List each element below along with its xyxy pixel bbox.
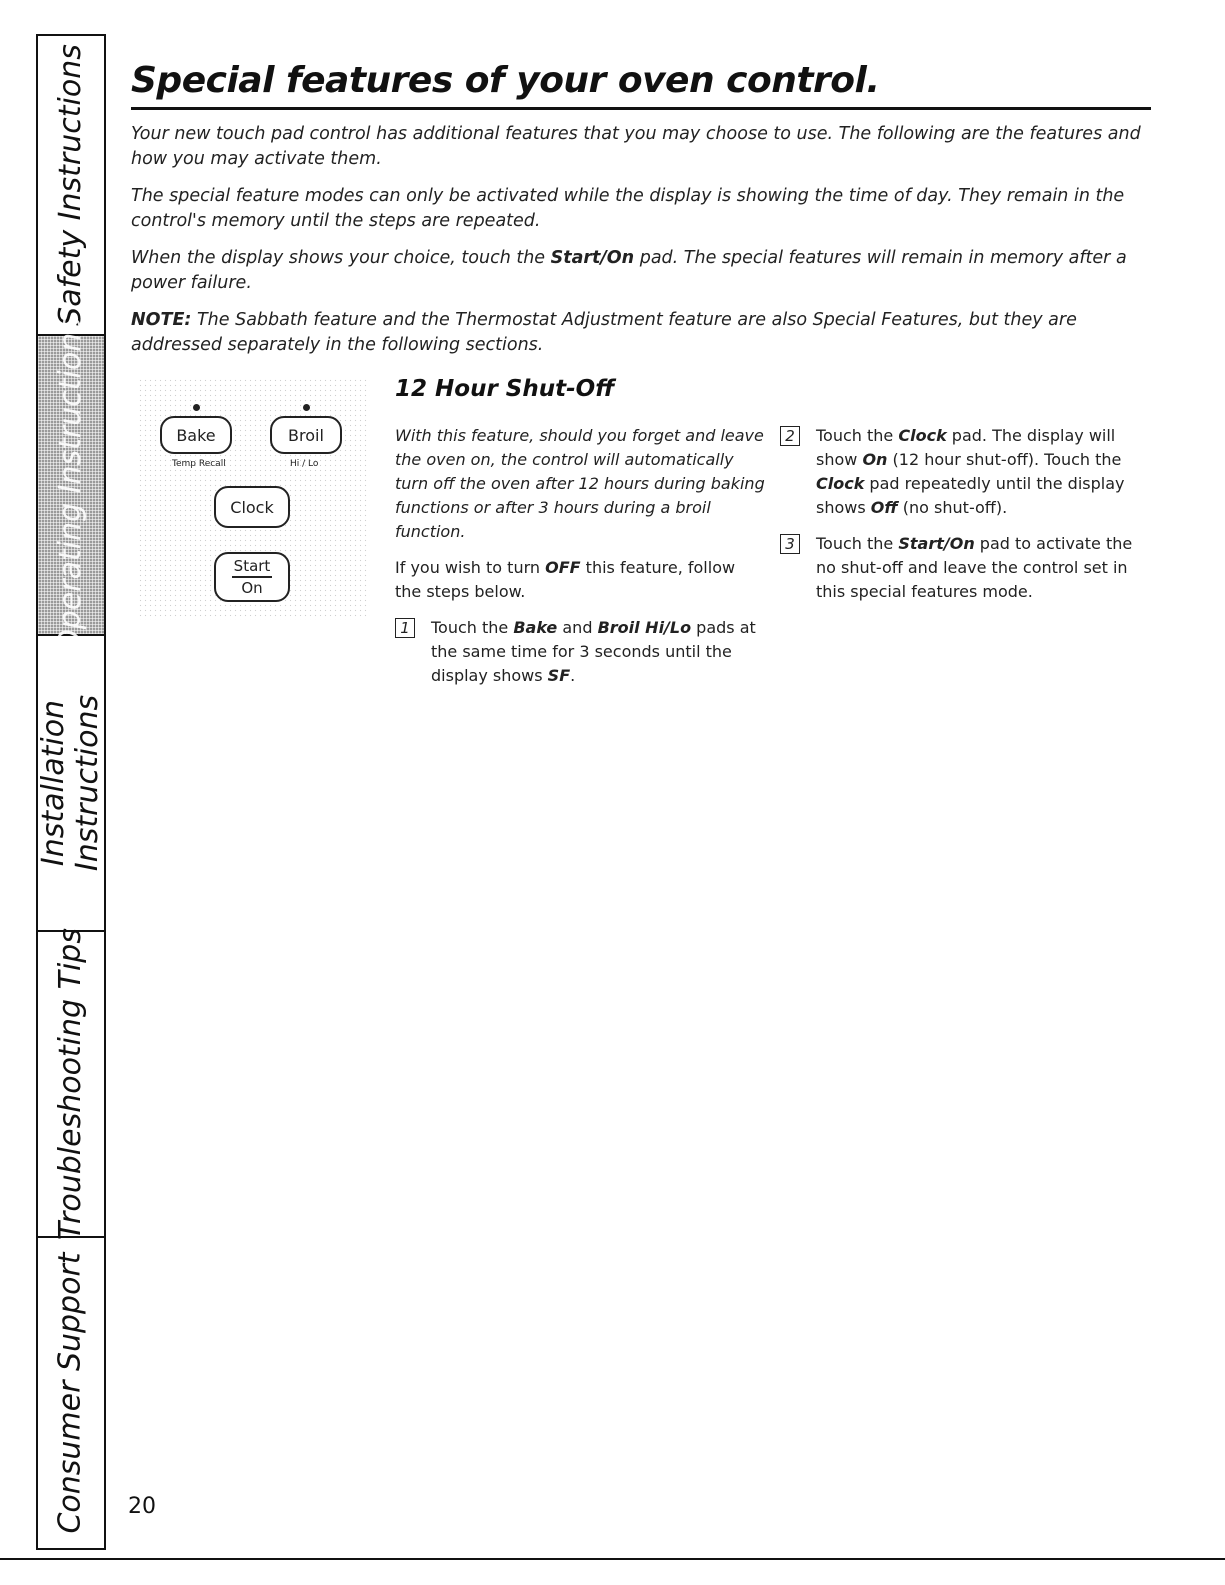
tab-label-line-2: Instructions (70, 694, 106, 872)
section-tabs (36, 34, 106, 1550)
off-label: Off (870, 498, 898, 517)
control-panel-illustration (138, 378, 370, 620)
page-title: Special features of your oven control. (131, 60, 1151, 110)
step-3 (780, 532, 1140, 604)
clock-pad (214, 486, 290, 528)
clock-label: Clock (230, 497, 274, 517)
section-intro: With this feature, should you forget and leave the oven on, the control will automatically turn off the oven after 12 hours during baking functions or after 3 hours during a broil function. (395, 426, 765, 541)
text: . (570, 666, 576, 685)
text: pad to activate the no shut-off and leave the control set in this special features mode. (816, 534, 1133, 601)
tab-troubleshooting-tips[interactable] (38, 928, 104, 1240)
step-1 (395, 616, 765, 688)
start-on-label: Start/On (898, 534, 975, 553)
broil-label: Broil (288, 425, 324, 445)
step-number: 1 (395, 618, 415, 638)
clock-label: Clock (816, 474, 865, 493)
on-label: On (862, 450, 888, 469)
bottom-rule (0, 1558, 1225, 1560)
text: pad. The special features will remain in memory after a power failure. (131, 248, 1127, 293)
broil-hi-lo-label: Broil Hi/Lo (597, 618, 692, 637)
section-right-column (780, 424, 1140, 616)
intro-paragraph-1: Your new touch pad control has additional features that you may choose to use. The following are the features and how you may activate them. (131, 124, 1141, 169)
text: pads at the same time for 3 seconds until the display shows (431, 618, 756, 685)
tab-label: Troubleshooting Tips (53, 928, 89, 1240)
note-label: NOTE: (131, 310, 192, 330)
bake-label: Bake (176, 425, 216, 445)
indicator-dot-icon (193, 404, 200, 411)
start-label: Start (233, 557, 271, 575)
step-2 (780, 424, 1140, 520)
broil-pad (270, 416, 342, 454)
tab-installation-instructions[interactable] (38, 636, 104, 932)
bake-pad (160, 416, 232, 454)
text: When the display shows your choice, touch the (131, 248, 551, 268)
text: If you wish to turn (395, 558, 546, 577)
text: this feature, follow the steps below. (395, 558, 736, 601)
text: and (557, 618, 598, 637)
text: Touch the (816, 534, 899, 553)
turn-off-text (395, 556, 765, 604)
tab-label (37, 695, 105, 871)
temp-recall-label: Temp Recall (172, 459, 226, 469)
bake-label: Bake (513, 618, 558, 637)
step-text (816, 532, 1140, 604)
tab-label: Consumer Support (53, 1252, 89, 1534)
text: Touch the (816, 426, 899, 445)
section-left-column (395, 424, 765, 700)
text: Touch the (431, 618, 514, 637)
intro-paragraph-3 (131, 246, 1151, 296)
start-on-label: Start/On (550, 248, 635, 268)
indicator-dot-icon (303, 404, 310, 411)
section-title: 12 Hour Shut-Off (395, 376, 615, 402)
hi-lo-label: Hi / Lo (290, 459, 319, 469)
tab-operating-instructions[interactable] (38, 317, 104, 653)
step-number: 3 (780, 534, 800, 554)
tab-label: Safety Instructions (53, 44, 89, 326)
tab-safety-instructions[interactable] (38, 36, 104, 336)
start-on-pad (214, 552, 290, 602)
page-number: 20 (128, 1494, 156, 1519)
text: pad repeatedly until the display shows (816, 474, 1125, 517)
divider (232, 576, 272, 578)
tab-label: Operating Instructions (53, 317, 88, 653)
sf-label: SF (547, 666, 571, 685)
tab-consumer-support[interactable] (38, 1238, 104, 1548)
main-content (131, 60, 1151, 358)
text: (no shut-off). (897, 498, 1008, 517)
note-paragraph (131, 308, 1151, 358)
step-number: 2 (780, 426, 800, 446)
tab-label-line-1: Installation (36, 699, 72, 867)
step-text (816, 424, 1140, 520)
note-text: The Sabbath feature and the Thermostat Adjustment feature are also Special Features, but they are addressed separately in the following sections. (131, 310, 1077, 355)
intro-paragraph-2: The special feature modes can only be activated while the display is showing the time of day. They remain in the control's memory until the steps are repeated. (131, 186, 1125, 231)
clock-label: Clock (898, 426, 947, 445)
text: (12 hour shut-off). Touch the (887, 450, 1122, 469)
on-label: On (241, 579, 263, 597)
text: pad. The display will show (816, 426, 1116, 469)
intro-text (131, 122, 1151, 358)
off-label: OFF (545, 558, 581, 577)
step-text (431, 616, 765, 688)
